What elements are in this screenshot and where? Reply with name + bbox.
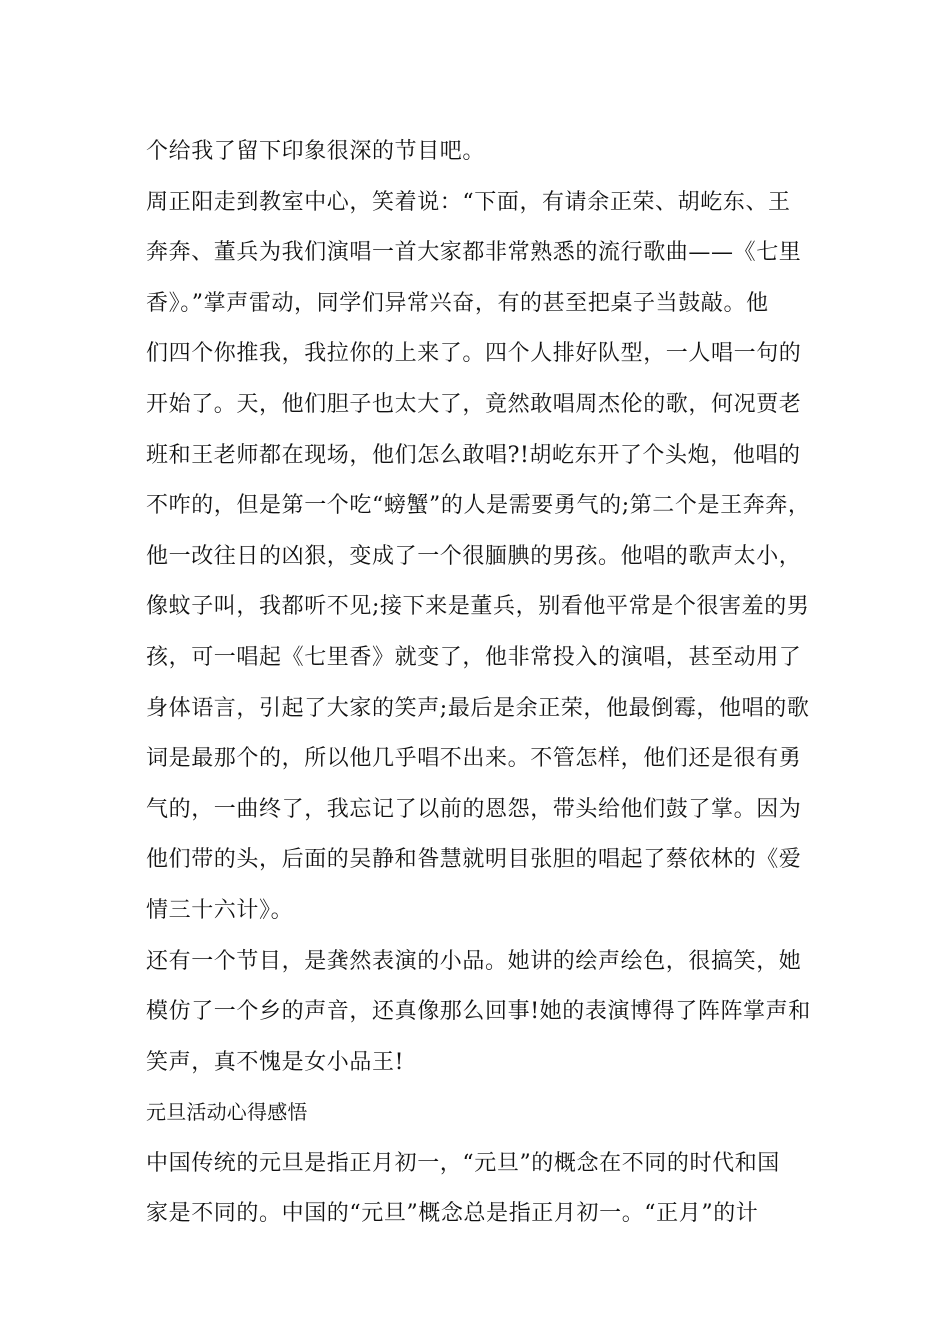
text-line: 班和王老师都在现场，他们怎么敢唱?!胡屹东开了个头炮，他唱的 xyxy=(146,442,801,468)
text-line: 笑声，真不愧是女小品王! xyxy=(146,1049,405,1075)
text-line: 他一改往日的凶狠，变成了一个很腼腆的男孩。他唱的歌声太小， xyxy=(146,543,802,569)
text-line: 模仿了一个乡的声音，还真像那么回事!她的表演博得了阵阵掌声和 xyxy=(146,999,811,1025)
text-line: 香》。”掌声雷动，同学们异常兴奋，有的甚至把桌子当鼓敲。他 xyxy=(146,290,769,316)
text-line: 还有一个节目，是龚然表演的小品。她讲的绘声绘色，很搞笑，她 xyxy=(146,948,802,974)
text-line: 气的，一曲终了，我忘记了以前的恩怨，带头给他们鼓了掌。因为 xyxy=(146,796,802,822)
text-line: 个给我了留下印象很深的节目吧。 xyxy=(146,139,486,164)
text-line: 家是不同的。中国的“元旦”概念总是指正月初一。“正月”的计 xyxy=(146,1201,759,1227)
text-line: 们四个你推我，我拉你的上来了。四个人排好队型，一人唱一句的 xyxy=(146,341,802,367)
text-line: 中国传统的元旦是指正月初一，“元旦”的概念在不同的时代和国 xyxy=(146,1150,780,1176)
text-line: 身体语言，引起了大家的笑声;最后是余正荣，他最倒霉，他唱的歌 xyxy=(146,695,810,721)
text-line: 开始了。天，他们胆子也太大了，竟然敢唱周杰伦的歌，何况贾老 xyxy=(146,391,802,417)
text-line: 不咋的，但是第一个吃“螃蟹”的人是需要勇气的;第二个是王奔奔， xyxy=(146,493,811,519)
text-line: 像蚊子叫，我都听不见;接下来是董兵，别看他平常是个很害羞的男 xyxy=(146,594,810,620)
text-line: 周正阳走到教室中心，笑着说：“下面，有请余正荣、胡屹东、王 xyxy=(146,189,791,215)
section-heading: 元旦活动心得感悟 xyxy=(146,1100,308,1125)
text-line: 他们带的头，后面的吴静和昝慧就明目张胆的唱起了蔡依林的《爱 xyxy=(146,847,802,873)
text-line: 情三十六计》。 xyxy=(146,897,294,923)
document-body xyxy=(146,134,826,1247)
text-line: 词是最那个的，所以他几乎唱不出来。不管怎样，他们还是很有勇 xyxy=(146,746,802,772)
text-line: 奔奔、董兵为我们演唱一首大家都非常熟悉的流行歌曲——《七里 xyxy=(146,240,802,266)
text-line: 孩，可一唱起《七里香》就变了，他非常投入的演唱，甚至动用了 xyxy=(146,644,802,670)
